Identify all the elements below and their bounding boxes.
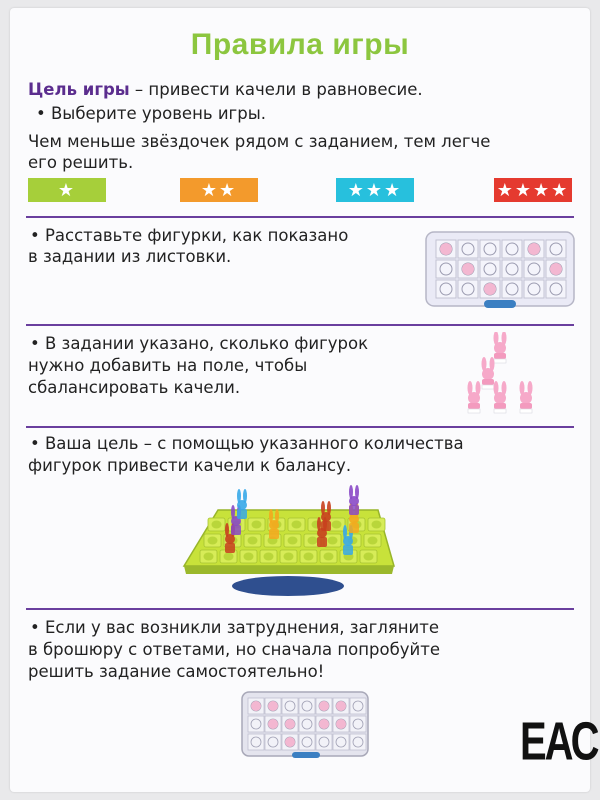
section4-line-2: в брошюру с ответами, но сначала попробуйте xyxy=(28,640,440,659)
level-1-star-badge: ★ xyxy=(28,178,106,202)
answer-card-image xyxy=(240,690,370,760)
explain-line-2: его решить. xyxy=(28,153,134,172)
section2-line-1: • В задании указано, сколько фигурок xyxy=(30,334,369,353)
section2-line-3: сбалансировать качели. xyxy=(28,378,241,397)
section3-line-1: • Ваша цель – с помощью указанного количества xyxy=(30,434,464,453)
section3-line-2: фигурок привести качели к балансу. xyxy=(28,456,352,475)
goal-line xyxy=(28,80,423,100)
goal-label: Цель игры xyxy=(28,80,130,99)
divider xyxy=(26,608,574,610)
choose-level-text: • Выберите уровень игры. xyxy=(36,104,266,123)
divider xyxy=(26,216,574,218)
seesaw-game-image xyxy=(178,478,398,600)
explain-line-1: Чем меньше звёздочек рядом с заданием, тем легче xyxy=(28,132,491,151)
task-card-image xyxy=(424,230,576,310)
section1-line-2: в задании из листовки. xyxy=(28,247,232,266)
level-3-star-badge: ★★★ xyxy=(336,178,414,202)
divider xyxy=(26,426,574,428)
pink-bunnies-image xyxy=(460,332,540,416)
section2-line-2: нужно добавить на поле, чтобы xyxy=(28,356,308,375)
level-2-star-badge: ★★ xyxy=(180,178,258,202)
divider xyxy=(26,324,574,326)
level-4-star-badge: ★★★★ xyxy=(494,178,572,202)
page-title: Правила игры xyxy=(190,28,410,61)
goal-text: – привести качели в равновесие. xyxy=(129,80,423,99)
section4-line-3: решить задание самостоятельно! xyxy=(28,662,325,681)
section1-line-1: • Расставьте фигурки, как показано xyxy=(30,226,349,245)
eac-mark: ЕАС xyxy=(520,712,598,772)
section4-line-1: • Если у вас возникли затруднения, загляните xyxy=(30,618,440,637)
